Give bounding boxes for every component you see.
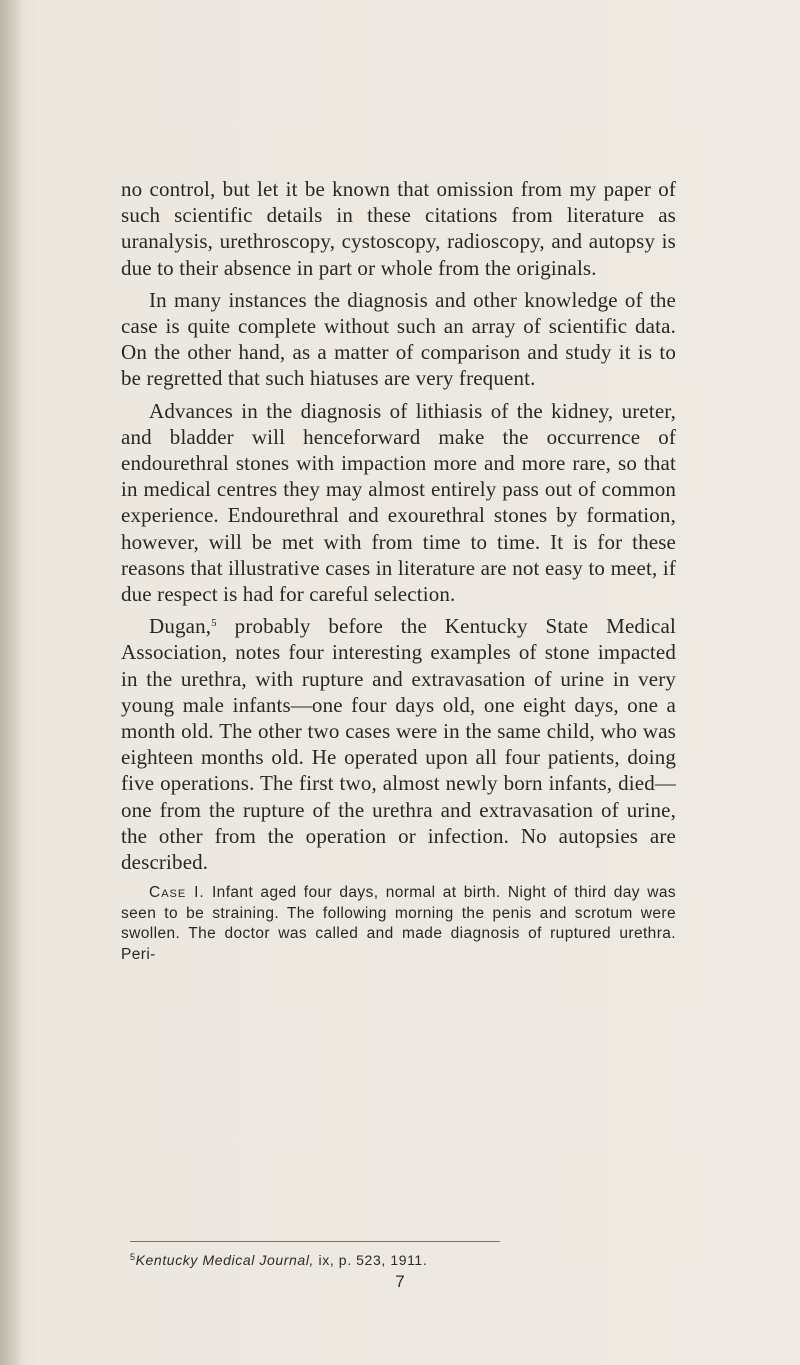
footnote-divider (130, 1241, 500, 1242)
case-paragraph (121, 883, 676, 965)
footnote (130, 1251, 690, 1269)
footnote-journal: Kentucky Medical Journal, (135, 1252, 315, 1268)
footnote-reference: 5 (211, 617, 217, 630)
paragraph-1: no control, but let it be known that omission from my paper of such scientific details in these citations from literature as uranalysis, urethroscopy, cystoscopy, radioscopy, and autopsy is due to their absence in part or whole from the originals. (121, 177, 676, 280)
paragraph-dugan-text: probably before the Kentucky State Medical Association, notes four interesting examples of stone impacted in the urethra, with rupture and extravasation of urine in very young male infants—one four days old, one eight days, one a month old. The other two cases were in the same child, who was eighteen months old. He operated upon all four patients, doing five operations. The first two, almost newly born infants, died—one from the rupture of the urethra and extravasation of urine, the other from the operation or infection. No autopsies are described. (121, 614, 676, 875)
paragraph-dugan (121, 613, 676, 875)
paragraph-2: In many instances the diagnosis and other knowledge of the case is quite complete without such an array of scientific data. On the other hand, as a matter of comparison and study it is to be regretted that such hiatuses are very frequent. (121, 287, 676, 391)
case-label: Case I. (149, 884, 205, 902)
paragraph-3: Advances in the diagnosis of lithiasis of the kidney, ureter, and bladder will henceforward make the occurrence of endourethral stones with impaction more and more rare, so that in medical centres they may almost entirely pass out of common experience. Endourethral and exourethral stones by formation, however, will be met with from time to time. It is for these reasons that illustrative cases in literature are not easy to meet, if due respect is had for careful selection. (121, 398, 676, 607)
footnote-mark: 5 (130, 1252, 136, 1262)
main-text (121, 176, 676, 966)
book-gutter-shadow (0, 0, 22, 1365)
footnote-citation: ix, p. 523, 1911. (314, 1252, 428, 1268)
case-text: Infant aged four days, normal at birth. Night of third day was seen to be straining. The following morning the penis and scrotum were swollen. The doctor was called and made diagnosis of ruptured urethra. Peri- (121, 884, 677, 964)
page-number: 7 (395, 1272, 405, 1291)
author-name: Dugan, (149, 614, 212, 639)
